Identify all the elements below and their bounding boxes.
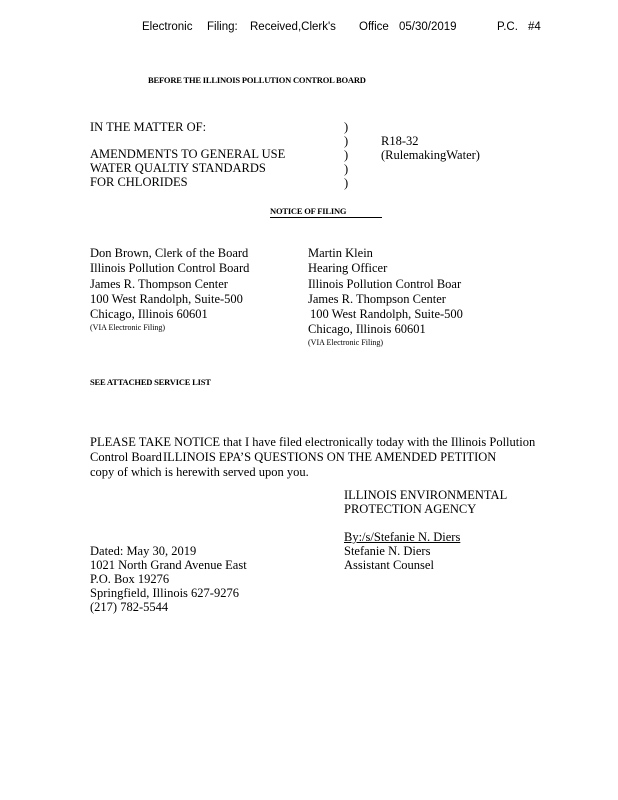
signature-title: Assistant Counsel [344,558,434,572]
paren: ) [344,176,349,190]
caption-line3: FOR CHLORIDES [90,175,188,189]
recipient-left-building: James R. Thompson Center [90,277,228,291]
notice-line2b: ILLINOIS EPA’S QUESTIONS ON THE AMENDED PETITION [163,450,497,464]
docket-number: R18-32 [381,134,419,148]
recipient-right-city: Chicago, Illinois 60601 [308,322,426,336]
signature-by: By:/s/Stefanie N. Diers [344,530,461,544]
header-office: Office [359,21,389,33]
signature-name: Stefanie N. Diers [344,544,431,558]
header-electronic: Electronic [142,21,193,33]
recipient-right-street: 100 West Randolph, Suite-500 [310,307,463,321]
recipient-right-building: James R. Thompson Center [308,292,446,306]
recipient-left-note: (VIA Electronic Filing) [90,323,166,332]
recipient-left-name: Don Brown, Clerk of the Board [90,246,249,260]
dated-date: Dated: May 30, 2019 [90,544,197,558]
dated-city: Springfield, Illinois 627-9276 [90,586,239,600]
header-pc: P.C. [497,21,518,33]
header-received: Received,Clerk's [250,21,336,33]
recipient-right-role: Hearing Officer [308,261,388,275]
caption-matter: IN THE MATTER OF: [90,120,207,134]
paren: ) [344,162,349,176]
header-pc-number: #4 [528,21,541,33]
paren: ) [344,134,349,148]
agency-line1: ILLINOIS ENVIRONMENTAL [344,488,508,502]
paren: ) [344,148,349,162]
notice-title: NOTICE OF FILING [270,206,382,218]
dated-phone: (217) 782-5544 [90,600,169,614]
recipient-right-name: Martin Klein [308,246,373,260]
dated-po: P.O. Box 19276 [90,572,170,586]
caption-line2: WATER QUALTIY STANDARDS [90,161,266,175]
docket-type: (RulemakingWater) [381,148,480,162]
header-filing: Filing: [207,21,238,33]
agency-line2: PROTECTION AGENCY [344,502,477,516]
recipient-left-city: Chicago, Illinois 60601 [90,307,208,321]
notice-line3: copy of which is herewith served upon you. [90,465,309,479]
dated-street: 1021 North Grand Avenue East [90,558,247,572]
paren: ) [344,120,349,134]
notice-line2a: Control Board [90,450,162,464]
recipient-left-street: 100 West Randolph, Suite-500 [90,292,243,306]
board-title: BEFORE THE ILLINOIS POLLUTION CONTROL BOARD [148,75,366,85]
caption-line1: AMENDMENTS TO GENERAL USE [90,147,286,161]
recipient-left-org: Illinois Pollution Control Board [90,261,250,275]
recipient-right-org: Illinois Pollution Control Boar [308,277,462,291]
header-date: 05/30/2019 [399,21,457,33]
recipient-right-note: (VIA Electronic Filing) [308,338,384,347]
service-list: SEE ATTACHED SERVICE LIST [90,377,211,387]
notice-line1: PLEASE TAKE NOTICE that I have filed electronically today with the Illinois Pollution [90,435,536,449]
